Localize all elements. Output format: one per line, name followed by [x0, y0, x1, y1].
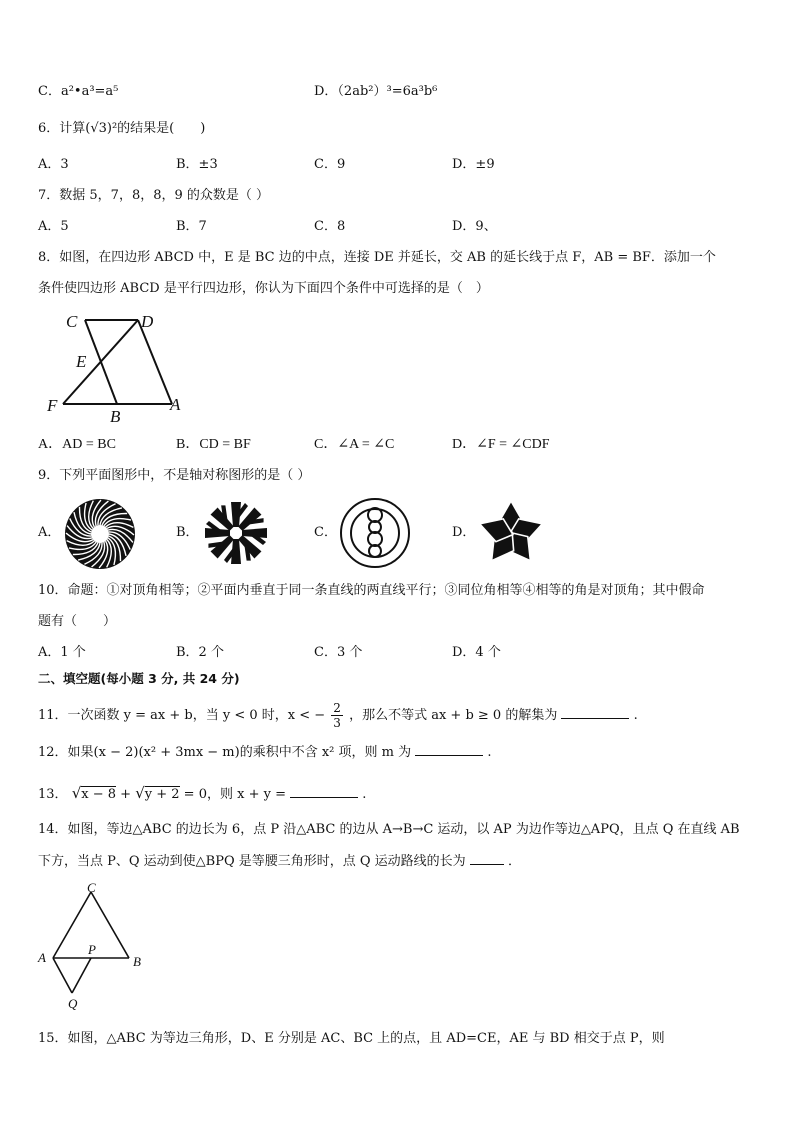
q10-option-b: B．2 个 [176, 645, 224, 660]
q8-option-b: B．CD = BF [176, 437, 251, 452]
q8-stem-line1: 8．如图，在四边形 ABCD 中，E 是 BC 边的中点，连接 DE 并延长，交 AB 的延长线于点 F，AB = BF．添加一个 [38, 250, 716, 265]
q12-end: . [487, 745, 492, 760]
q14-end: ． [507, 854, 521, 869]
q10-option-a: A．1 个 [38, 645, 86, 660]
q9-figure-d [476, 498, 546, 570]
q14-label-b: B [133, 954, 141, 969]
q5-option-d: D．（2ab²）³=6a³b⁶ [314, 84, 438, 99]
q8-label-a: A [170, 395, 181, 414]
q8-stem-line2: 条件使四边形 ABCD 是平行四边形，你认为下面四个条件中可选择的是（ ） [38, 281, 489, 296]
q7-option-a: A．5 [38, 219, 69, 234]
q15-stem-line1: 15．如图，△ABC 为等边三角形，D、E 分别是 AC、BC 上的点，且 AD=CE，AE 与 BD 相交于点 P，则 [38, 1031, 665, 1046]
q8-label-b: B [110, 407, 121, 426]
q14-label-q: Q [68, 996, 78, 1011]
q8-label-f: F [47, 396, 58, 415]
q11-post: ，那么不等式 ax + b ≥ 0 的解集为 [349, 708, 558, 723]
q7-option-b: B．7 [176, 219, 207, 234]
q6-stem: 6．计算(√3)²的结果是( ) [38, 121, 206, 136]
q14-text: 下方，当点 P、Q 运动到使△BPQ 是等腰三角形时，点 Q 运动路线的长为 [38, 854, 466, 869]
q7-option-d: D．9、 [452, 219, 497, 234]
q12-stem [38, 743, 492, 762]
q9-figure-a [64, 498, 136, 570]
q8-label-d: D [141, 312, 154, 331]
q13-stem [38, 784, 366, 804]
q9-option-b: B． [176, 525, 199, 540]
q11-fraction [331, 701, 343, 730]
q10-stem-line2: 题有（ ） [38, 614, 117, 629]
q9-option-d: D． [452, 525, 476, 540]
q14-stem-line2 [38, 852, 521, 871]
q11-frac-num: 2 [333, 701, 341, 715]
q12-answer-blank[interactable] [415, 743, 483, 756]
q10-option-c: C．3 个 [314, 645, 363, 660]
q6-option-c: C．9 [314, 157, 346, 172]
q11-end: . [633, 708, 638, 723]
q13-pre: 13． [38, 787, 68, 802]
q13-radicand-2: y + 2 [144, 787, 180, 802]
q9-stem: 9．下列平面图形中，不是轴对称图形的是（ ） [38, 468, 311, 483]
q11-frac-den: 3 [333, 716, 341, 730]
sqrt-icon: √ [71, 784, 82, 802]
q11-pre: 11．一次函数 y = ax + b，当 y < 0 时，x < − [38, 708, 326, 723]
q6-option-b: B．±3 [176, 157, 218, 172]
q7-stem: 7．数据 5，7，8，8，9 的众数是（ ） [38, 188, 270, 203]
q9-option-c: C． [314, 525, 337, 540]
q6-option-a: A．3 [38, 157, 69, 172]
q14-figure [36, 880, 156, 1014]
q13-post: = 0，则 x + y = [183, 787, 286, 802]
q8-option-d: D．∠F = ∠CDF [452, 437, 550, 452]
q13-radicand-1: x − 8 [81, 787, 117, 802]
q8-label-e: E [76, 352, 87, 371]
q8-option-c: C．∠A = ∠C [314, 437, 395, 452]
q13-answer-blank[interactable] [290, 785, 358, 798]
q14-answer-blank[interactable] [470, 852, 504, 865]
q10-stem-line1: 10．命题：①对顶角相等；②平面内垂直于同一条直线的两直线平行；③同位角相等④相等的角是对顶角；其中假命 [38, 583, 705, 598]
q10-option-d: D．4 个 [452, 645, 501, 660]
q9-figure-c [340, 497, 410, 569]
q8-option-a: A．AD = BC [38, 437, 116, 452]
q13-plus: + [120, 787, 136, 802]
q14-label-c: C [87, 880, 96, 895]
sqrt-icon: √ [135, 784, 145, 802]
q14-label-a: A [38, 950, 46, 965]
q11-answer-blank[interactable] [561, 706, 629, 719]
q14-stem-line1: 14．如图，等边△ABC 的边长为 6，点 P 沿△ABC 的边从 A→B→C 运动，以 AP 为边作等边△APQ，且点 Q 在直线 AB [38, 822, 740, 837]
q9-figure-b [203, 500, 269, 566]
q12-text: 12．如果(x − 2)(x² + 3mx − m)的乘积中不含 x² 项，则 m 为 [38, 745, 412, 760]
q11-stem [38, 701, 638, 730]
q14-label-p: P [88, 942, 96, 957]
q7-option-c: C．8 [314, 219, 346, 234]
section-heading: 二、填空题(每小题 3 分, 共 24 分) [38, 671, 240, 686]
q13-end: . [362, 787, 367, 802]
q8-figure [44, 310, 194, 425]
q6-option-d: D．±9 [452, 157, 495, 172]
q5-option-c: C．a²•a³=a⁵ [38, 84, 119, 99]
q9-option-a: A． [38, 525, 61, 540]
q8-label-c: C [66, 312, 78, 331]
